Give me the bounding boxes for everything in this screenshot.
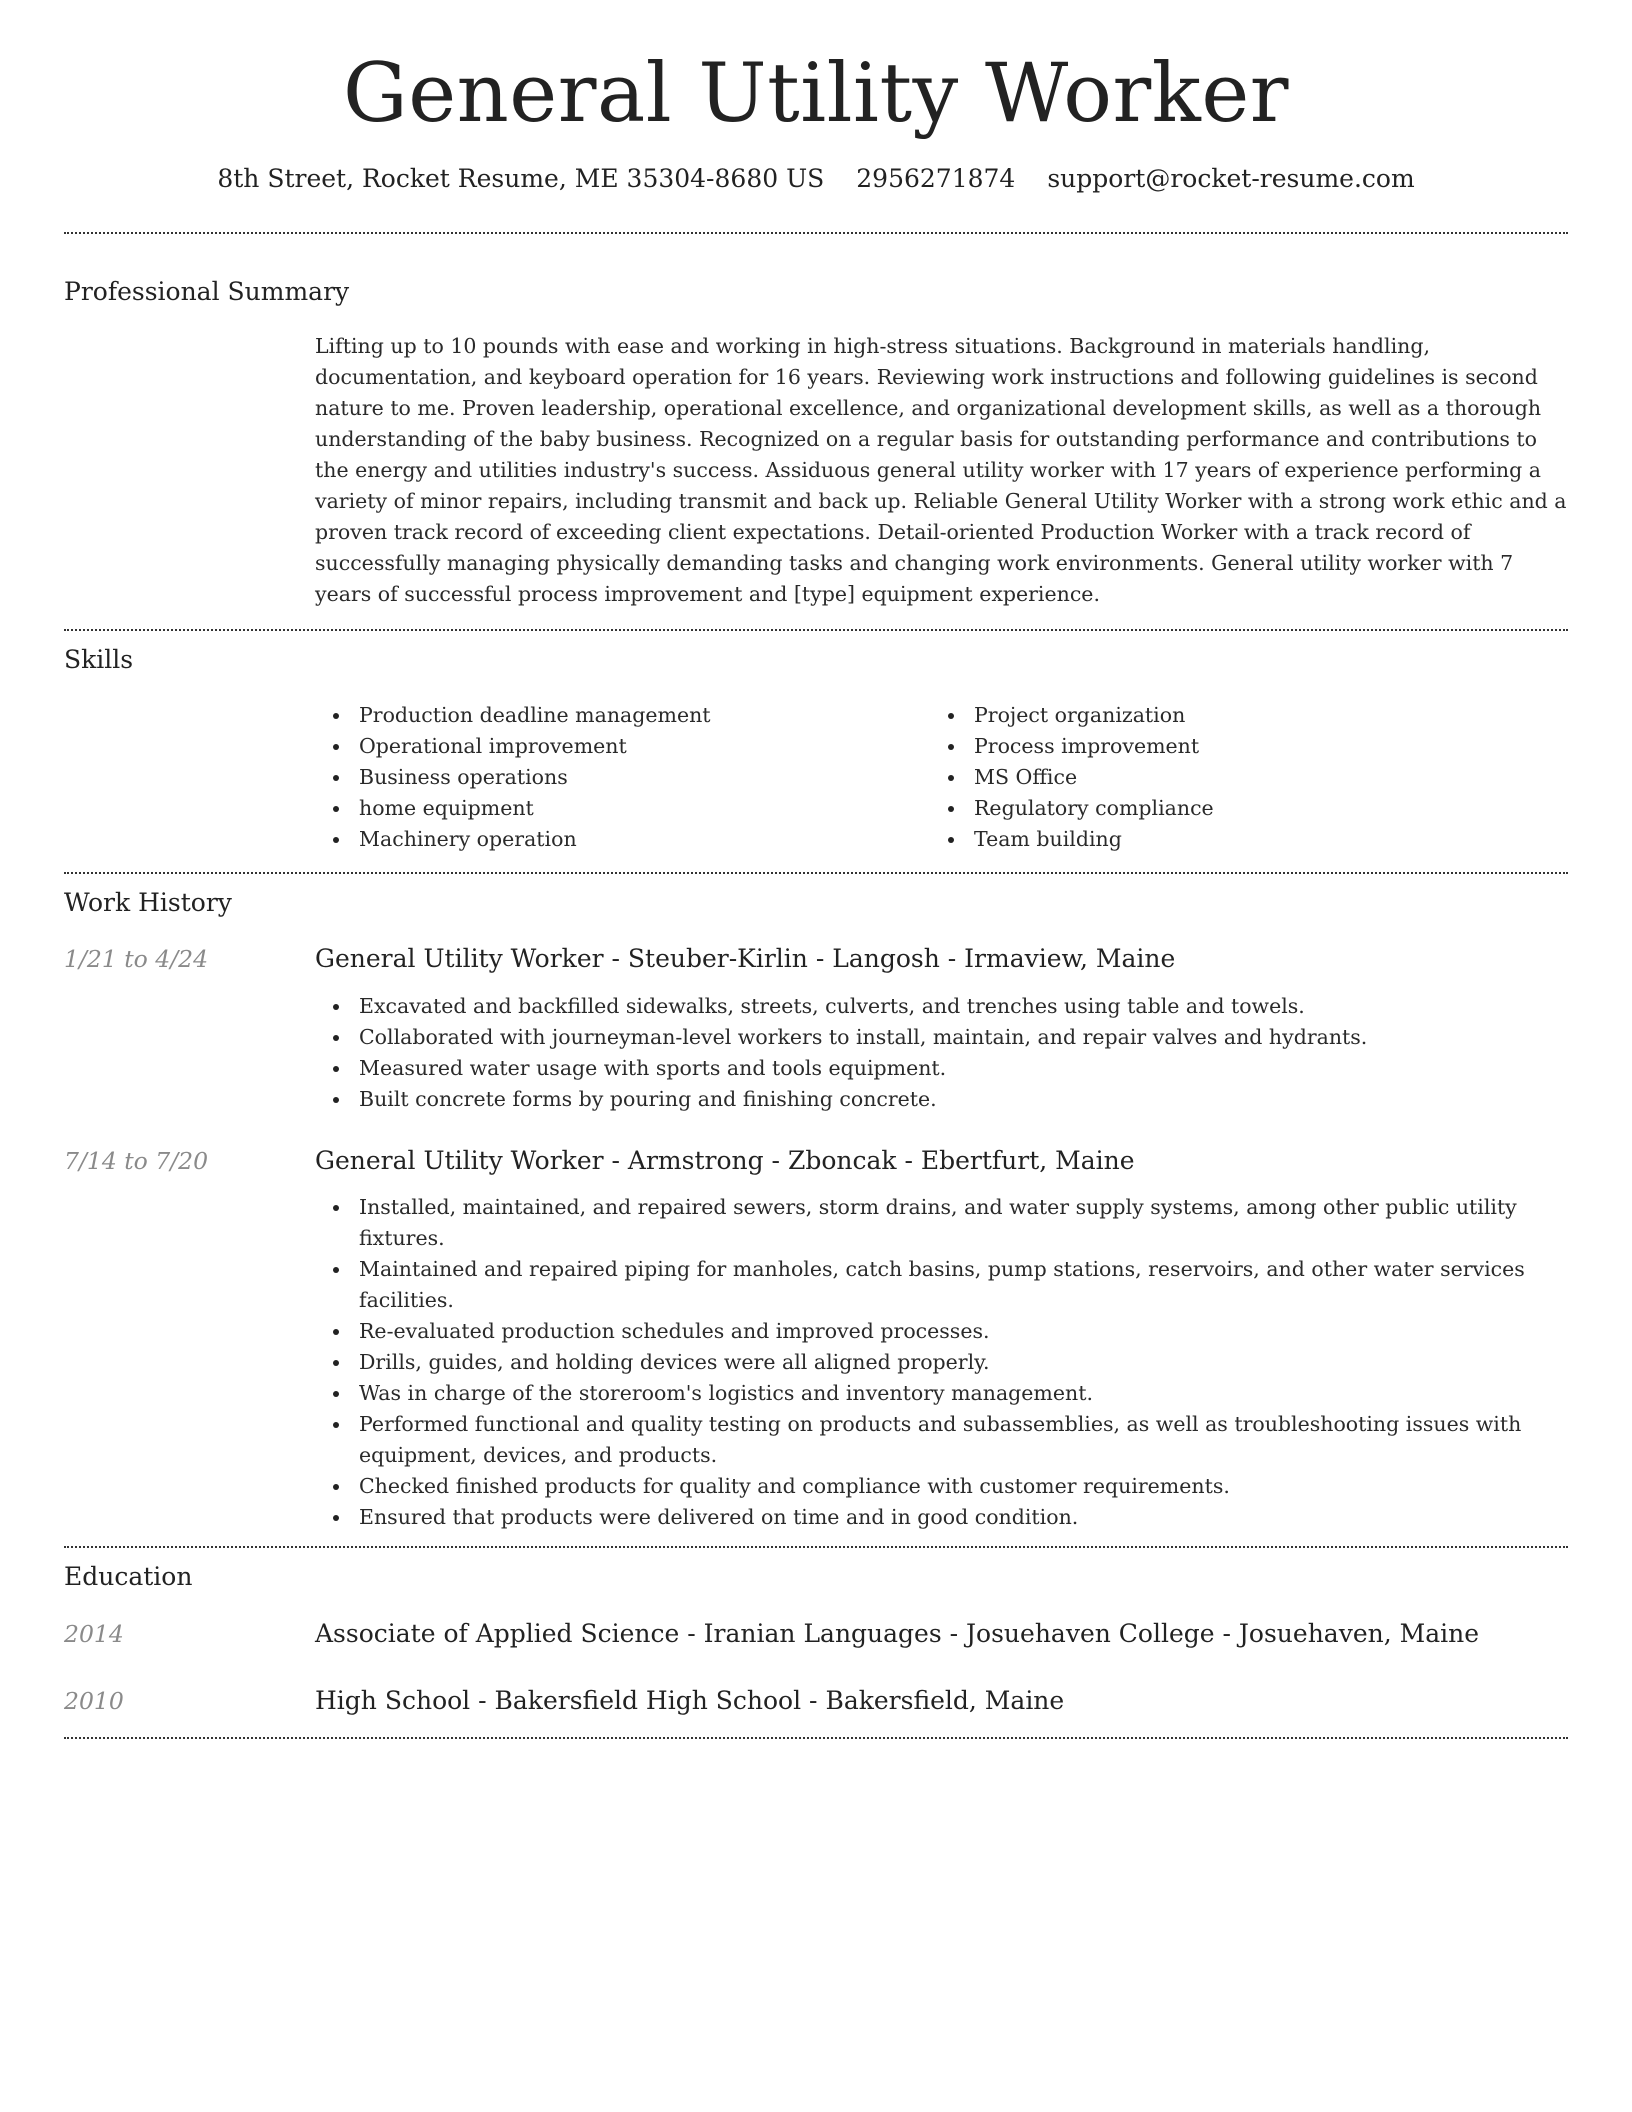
resume-header (64, 0, 1568, 196)
job-bullet: Measured water usage with sports and tools equipment. (315, 1053, 1568, 1084)
skill-item: Production deadline management (315, 700, 930, 731)
education-title: High School - Bakersfield High School - Bakersfield, Maine (315, 1686, 1065, 1716)
job-bullet: Maintained and repaired piping for manholes, catch basins, pump stations, reservoirs, and other water services facilities. (315, 1254, 1568, 1316)
education-year: 2014 (64, 1619, 124, 1648)
job-bullet: Checked finished products for quality and compliance with customer requirements. (315, 1471, 1568, 1502)
job-title: General Utility Worker - Steuber-Kirlin - Langosh - Irmaview, Maine (315, 944, 1176, 974)
job-bullet: Installed, maintained, and repaired sewers, storm drains, and water supply systems, among other public utility fixtures. (315, 1192, 1568, 1254)
summary-section (64, 234, 1568, 611)
job-bullet: Performed functional and quality testing on products and subassemblies, as well as troubleshooting issues with equipment, devices, and products. (315, 1409, 1568, 1471)
skills-column-right (930, 700, 1545, 855)
contact-address: 8th Street, Rocket Resume, ME 35304-8680 US (217, 164, 825, 194)
contact-line (64, 163, 1568, 196)
skill-item: Project organization (930, 700, 1545, 731)
job-dates: 1/21 to 4/24 (64, 945, 209, 974)
skills-list (315, 700, 1568, 855)
job-bullet: Ensured that products were delivered on time and in good condition. (315, 1502, 1568, 1533)
job-title: General Utility Worker - Armstrong - Zboncak - Ebertfurt, Maine (315, 1145, 1135, 1175)
job-bullet: Built concrete forms by pouring and finishing concrete. (315, 1084, 1568, 1115)
candidate-name: General Utility Worker (343, 47, 1289, 141)
summary-text: Lifting up to 10 pounds with ease and working in high-stress situations. Background in materials handling, documentation, and keyboard operation for 16 years. Reviewing work instructions and following guidelines is second nature to me. Proven leadership, operational excellence, and organizational development skills, as well as a thorough understanding of the baby business. Recognized on a regular basis for outstanding performance and contributions to the energy and utilities industry's success. Assiduous general utility worker with 17 years of experience performing a variety of minor repairs, including transmit and back up. Reliable General Utility Worker with a strong work ethic and a proven track record of exceeding client expectations. Detail-oriented Production Worker with a track record of successfully managing physically demanding tasks and changing work environments. General utility worker with 7 years of successful process improvement and [type] equipment experience. (315, 334, 1567, 607)
education-section (64, 1548, 1568, 1718)
skill-item: Business operations (315, 762, 930, 793)
job-entry (64, 1145, 1568, 1534)
skills-column-left (315, 700, 930, 855)
skill-item: Regulatory compliance (930, 793, 1545, 824)
skill-item: Process improvement (930, 731, 1545, 762)
section-title-summary: Professional Summary (64, 276, 350, 306)
section-title-skills: Skills (64, 645, 134, 675)
job-bullet: Excavated and backfilled sidewalks, streets, culverts, and trenches using table and towels. (315, 991, 1568, 1022)
job-bullet: Drills, guides, and holding devices were all aligned properly. (315, 1347, 1568, 1378)
job-bullets (315, 1192, 1568, 1533)
skill-item: Machinery operation (315, 824, 930, 855)
skill-item: MS Office (930, 762, 1545, 793)
skills-section (64, 631, 1568, 855)
education-year: 2010 (64, 1687, 124, 1716)
job-bullet: Collaborated with journeyman-level workers to install, maintain, and repair valves and hydrants. (315, 1022, 1568, 1053)
skill-item: Team building (930, 824, 1545, 855)
education-title: Associate of Applied Science - Iranian Languages - Josuehaven College - Josuehaven, Maine (315, 1618, 1480, 1648)
divider (64, 1737, 1568, 1739)
job-header (64, 1145, 1568, 1178)
job-bullet: Was in charge of the storeroom's logistics and inventory management. (315, 1378, 1568, 1409)
job-entry (64, 943, 1568, 1115)
education-entry (64, 1618, 1568, 1651)
contact-phone: 2956271874 (856, 164, 1016, 194)
work-section (64, 874, 1568, 1534)
skill-item: home equipment (315, 793, 930, 824)
section-title-work: Work History (64, 887, 232, 917)
education-entry (64, 1685, 1568, 1718)
job-bullets (315, 991, 1568, 1115)
job-dates: 7/14 to 7/20 (64, 1146, 209, 1175)
section-title-education: Education (64, 1562, 193, 1592)
job-header (64, 943, 1568, 976)
job-bullet: Re-evaluated production schedules and improved processes. (315, 1316, 1568, 1347)
contact-email: support@rocket-resume.com (1047, 164, 1415, 194)
skill-item: Operational improvement (315, 731, 930, 762)
